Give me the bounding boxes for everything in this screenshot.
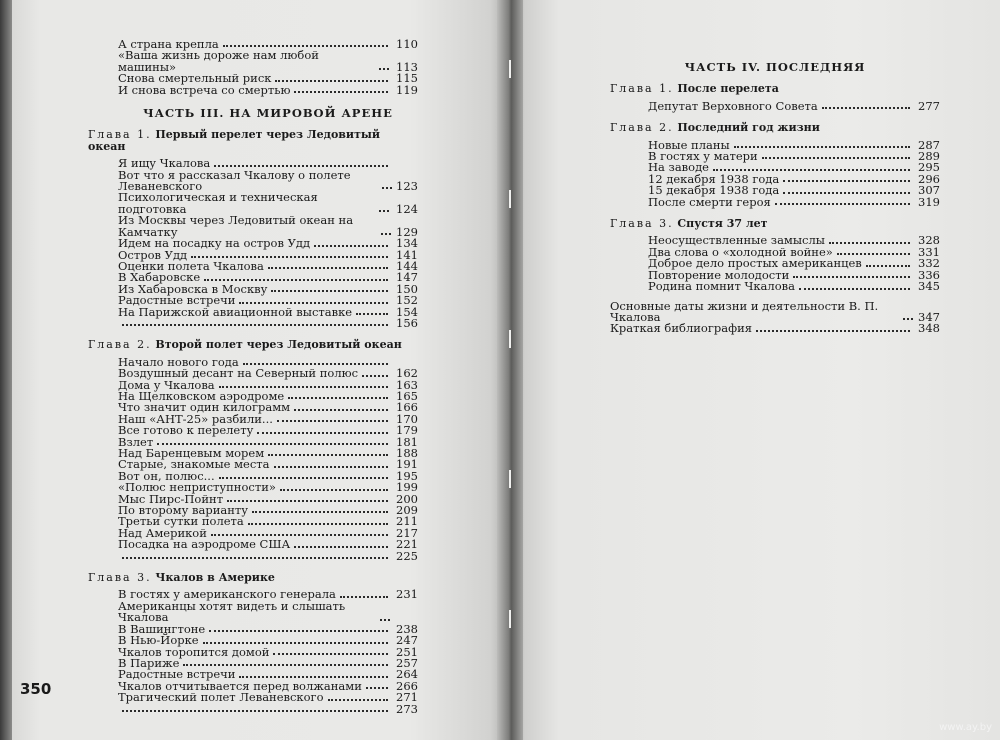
- chapter-heading: [88, 572, 418, 583]
- toc-entry: [118, 425, 418, 436]
- toc-entry-title: В гостях у матери: [648, 149, 758, 164]
- toc-entry-title: Основные даты жизни и деятельности В. П. Чкалова: [610, 298, 879, 324]
- toc-entry-page: 200: [396, 491, 418, 506]
- toc-entry-title: В Нью-Йорке: [118, 633, 199, 648]
- leader-dots: [203, 642, 388, 644]
- toc-entry: [118, 215, 418, 238]
- toc-entry-page: 150: [396, 281, 418, 296]
- leader-dots: [273, 653, 388, 655]
- toc-entry-page: 332: [918, 256, 940, 271]
- binding-stitch: [509, 470, 511, 488]
- book-gutter: [497, 0, 523, 740]
- toc-entry-page: 257: [396, 655, 418, 670]
- toc-entry-title: Трагический полет Леваневского: [118, 690, 324, 705]
- leader-dots: [227, 500, 388, 502]
- leader-dots: [366, 687, 388, 689]
- toc-entry-title: Из Москвы через Ледовитый океан на Камчатку: [118, 213, 354, 239]
- chapter-label: Глава 2.: [610, 121, 674, 135]
- toc-entry-page: 115: [396, 71, 418, 86]
- toc-entry-title: Старые, знакомые места: [118, 457, 270, 472]
- toc-entry-page: 154: [396, 304, 418, 319]
- part-title: ЧАСТЬ III. НА МИРОВОЙ АРЕНЕ: [143, 106, 393, 121]
- toc-entry-title: В Вашингтоне: [118, 621, 206, 636]
- toc-entry: [610, 298, 940, 324]
- toc-entry-page: 152: [396, 293, 418, 308]
- leader-dots: [381, 233, 391, 235]
- leader-dots: [783, 192, 910, 194]
- toc-entry-title: Радостные встречи: [118, 667, 236, 682]
- toc-entry-title: 12 декабря 1938 года: [648, 171, 780, 186]
- toc-entry-title: Идем на посадку на остров Удд: [118, 236, 311, 251]
- leader-dots: [294, 546, 388, 548]
- toc-entry-title: Остров Удд: [118, 247, 188, 262]
- leader-dots: [288, 397, 388, 399]
- chapter-heading: [610, 122, 940, 133]
- toc-entry-title: Краткая библиография: [610, 321, 753, 336]
- toc-entry-page: 110: [396, 37, 418, 51]
- toc-entry-title: Над Баренцевым морем: [118, 446, 265, 460]
- chapter-label: Глава 3.: [88, 571, 152, 585]
- toc-entry-page: 170: [396, 411, 418, 426]
- toc-entry-page: 221: [396, 537, 418, 552]
- toc-entry-title: Вот он, полюс...: [118, 468, 215, 483]
- binding-stitch: [509, 60, 511, 78]
- leader-dots: [275, 80, 388, 82]
- toc-entry: [118, 692, 418, 703]
- chapter-label: Глава 1.: [88, 128, 152, 142]
- toc-entry-page: 124: [396, 201, 418, 216]
- leader-dots: [294, 91, 388, 93]
- toc-entry: [118, 304, 418, 319]
- chapter-heading: [88, 339, 418, 350]
- leader-dots: [157, 443, 388, 445]
- toc-entry-page: 345: [918, 279, 940, 294]
- toc-entry-title: Я ищу Чкалова: [118, 156, 211, 171]
- toc-entry-page: 123: [396, 179, 418, 194]
- toc-entry-page: 166: [396, 400, 418, 415]
- toc-entry-title: Оценки полета Чкалова: [118, 258, 264, 273]
- toc-entry-title: Все готово к перелету: [118, 423, 254, 438]
- leader-dots: [211, 534, 388, 536]
- toc-entry-title: Два слова о «холодной войне»: [648, 244, 833, 259]
- toc-entry-page: 307: [918, 183, 940, 198]
- toc-entry-title: Над Америкой: [118, 525, 207, 540]
- toc-entry-title: Дома у Чкалова: [118, 377, 215, 392]
- toc-entry-title: После смерти героя: [648, 194, 771, 209]
- leader-dots: [340, 596, 388, 598]
- binding-stitch: [509, 610, 511, 628]
- toc-entry: [118, 598, 418, 625]
- toc-entry-page: 119: [396, 82, 418, 97]
- toc-entry-page: 162: [396, 366, 418, 381]
- leader-dots: [380, 619, 390, 621]
- toc-entry-title: Неосуществленные замыслы: [648, 233, 825, 248]
- leader-dots: [866, 265, 910, 267]
- toc-entry-title: «Полюс неприступности»: [118, 480, 276, 495]
- leader-dots: [122, 710, 388, 712]
- toc-entry-title: 15 декабря 1938 года: [648, 183, 780, 198]
- leader-dots: [122, 324, 388, 326]
- chapter-label: Глава 3.: [610, 217, 674, 231]
- toc-entry-page: 165: [396, 388, 418, 403]
- toc-entry-page: 271: [396, 690, 418, 705]
- toc-entry-title: Начало нового года: [118, 354, 239, 369]
- chapter-title: Последний год жизни: [677, 121, 820, 135]
- toc-entry-page: 264: [396, 667, 418, 682]
- leader-dots: [362, 375, 388, 377]
- toc-entry-page: 191: [396, 457, 418, 472]
- leader-dots: [734, 146, 910, 148]
- toc-entry-title: Новые планы: [648, 137, 730, 152]
- toc-entry: [118, 539, 418, 550]
- toc-entry: [118, 315, 418, 330]
- toc-entry-page: 156: [396, 315, 418, 330]
- toc-entry-page: 238: [396, 621, 418, 636]
- toc-entry-title: Чкалов торопится домой: [118, 644, 270, 659]
- toc-entry-page: 336: [918, 267, 940, 282]
- toc-entry-title: А страна крепла: [118, 37, 219, 51]
- toc-entry-title: Психологическая и техническая подготовка: [118, 190, 318, 216]
- leader-dots: [783, 180, 910, 182]
- toc-entry-page: 211: [396, 514, 418, 529]
- toc-entry-page: 141: [396, 247, 418, 262]
- chapter-heading: [610, 83, 940, 94]
- toc-entry-title: На заводе: [648, 160, 709, 175]
- toc-entry-page: 217: [396, 525, 418, 540]
- toc-entry: [118, 167, 418, 194]
- leader-dots: [219, 477, 388, 479]
- leader-dots: [277, 420, 388, 422]
- leader-dots: [204, 279, 388, 281]
- chapter-title: Первый перелет через Ледовитый океан: [88, 128, 381, 153]
- leader-dots: [280, 489, 388, 491]
- toc-entry-page: 251: [396, 644, 418, 659]
- toc-entry-title: Вот что я рассказал Чкалову о полете Леваневского: [118, 167, 351, 194]
- toc-entry-title: Американцы хотят видеть и слышать Чкалова: [118, 598, 346, 625]
- toc-entry-title: Наш «АНТ-25» разбили...: [118, 411, 273, 426]
- leader-dots: [268, 454, 388, 456]
- toc-entry-title: Чкалов отчитывается перед волжанами: [118, 678, 362, 693]
- toc-entry-title: В Хабаровске: [118, 270, 201, 285]
- toc-entry-page: 296: [918, 171, 940, 186]
- toc-entry-title: В гостях у американского генерала: [118, 587, 336, 602]
- part-title: ЧАСТЬ IV. ПОСЛЕДНЯЯ: [684, 60, 866, 74]
- chapter-label: Глава 1.: [610, 82, 674, 96]
- chapter-heading: [88, 129, 418, 152]
- chapter-title: Спустя 37 лет: [677, 217, 768, 231]
- toc-entry-title: Посадка на аэродроме США: [118, 537, 291, 552]
- toc-entry-page: 179: [396, 423, 418, 438]
- leader-dots: [379, 68, 389, 70]
- toc-entry: [610, 323, 940, 334]
- leader-dots: [822, 107, 910, 109]
- leader-dots: [239, 302, 388, 304]
- toc-entry-page: 195: [396, 468, 418, 483]
- toc-entry-page: 289: [918, 149, 940, 164]
- chapter-title: После перелета: [677, 82, 779, 96]
- toc-entry: [610, 98, 940, 113]
- toc-entry-page: 209: [396, 503, 418, 518]
- toc-entry-title: Из Хабаровска в Москву: [118, 281, 268, 296]
- leader-dots: [314, 245, 388, 247]
- book-edge: [0, 0, 12, 740]
- toc-entry-title: Мыс Пирс-Пойнт: [118, 491, 224, 506]
- toc-entry-title: Доброе дело простых американцев: [648, 256, 862, 271]
- leader-dots: [274, 466, 388, 468]
- toc-entry-page: 273: [396, 701, 418, 716]
- toc-entry-page: 266: [396, 678, 418, 693]
- leader-dots: [829, 242, 910, 244]
- toc-entry-title: Взлет: [118, 434, 154, 449]
- toc-entry-page: 247: [396, 633, 418, 648]
- leader-dots: [252, 511, 388, 513]
- toc-entry: [118, 82, 418, 97]
- toc-entry-page: 231: [396, 587, 418, 602]
- watermark: www.ay.by: [939, 722, 992, 733]
- leader-dots: [243, 363, 388, 365]
- toc-entry-page: 287: [918, 137, 940, 152]
- leader-dots: [214, 165, 388, 167]
- toc-entry-page: 199: [396, 480, 418, 495]
- leader-dots: [793, 276, 910, 278]
- toc-entry-page: 113: [396, 59, 418, 74]
- toc-entry: [118, 50, 418, 73]
- toc-entry-page: 295: [918, 160, 940, 175]
- toc-entry-title: В Париже: [118, 655, 180, 670]
- leader-dots: [268, 267, 388, 269]
- toc-entry: [610, 194, 940, 209]
- leader-dots: [799, 288, 910, 290]
- toc-entry-title: Третьи сутки полета: [118, 514, 244, 529]
- leader-dots: [219, 386, 388, 388]
- toc-entry-page: 348: [918, 321, 940, 336]
- toc-entry-page: 319: [918, 194, 940, 209]
- leader-dots: [328, 699, 389, 701]
- toc-entry-title: «Ваша жизнь дороже нам любой машины»: [118, 48, 319, 74]
- toc-entry-title: Депутат Верховного Совета: [648, 98, 818, 113]
- left-table-of-contents: [88, 37, 418, 716]
- toc-entry: [118, 701, 418, 716]
- page-number: 350: [20, 680, 52, 698]
- toc-entry-page: 129: [396, 224, 418, 239]
- leader-dots: [756, 330, 910, 332]
- toc-entry-page: 188: [396, 446, 418, 460]
- toc-entry-title: Радостные встречи: [118, 293, 236, 308]
- toc-entry-title: Повторение молодости: [648, 267, 790, 282]
- leader-dots: [379, 210, 389, 212]
- toc-entry-page: 163: [396, 377, 418, 392]
- toc-entry-page: 147: [396, 270, 418, 285]
- toc-entry-title: На Парижской авиационной выставке: [118, 304, 353, 319]
- toc-entry-page: 225: [396, 548, 418, 563]
- chapter-title: Чкалов в Америке: [155, 571, 275, 585]
- toc-entry-title: Воздушный десант на Северный полюс: [118, 366, 359, 381]
- leader-dots: [122, 557, 388, 559]
- leader-dots: [713, 169, 910, 171]
- toc-entry-page: 277: [918, 98, 940, 113]
- toc-entry-page: 144: [396, 258, 418, 273]
- chapter-title: Второй полет через Ледовитый океан: [155, 338, 402, 352]
- leader-dots: [294, 409, 388, 411]
- toc-entry-title: По второму варианту: [118, 503, 249, 518]
- leader-dots: [762, 157, 910, 159]
- right-table-of-contents: [610, 50, 940, 335]
- toc-entry: [610, 281, 940, 292]
- toc-entry-title: Родина помнит Чкалова: [648, 279, 795, 294]
- leader-dots: [837, 253, 910, 255]
- chapter-heading: [610, 218, 940, 229]
- leader-dots: [248, 523, 388, 525]
- leader-dots: [356, 313, 388, 315]
- chapter-label: Глава 2.: [88, 338, 152, 352]
- leader-dots: [775, 203, 910, 205]
- toc-entry-title: Снова смертельный риск: [118, 71, 272, 86]
- toc-entry-page: 347: [918, 309, 940, 324]
- toc-entry-title: На Щелковском аэродроме: [118, 388, 285, 403]
- leader-dots: [903, 318, 913, 320]
- leader-dots: [183, 664, 388, 666]
- leader-dots: [191, 256, 388, 258]
- binding-stitch: [509, 330, 511, 348]
- toc-entry: [118, 548, 418, 563]
- toc-entry: [118, 192, 418, 215]
- leader-dots: [223, 45, 388, 47]
- toc-entry-title: И снова встреча со смертью: [118, 82, 291, 97]
- leader-dots: [209, 630, 388, 632]
- leader-dots: [239, 676, 388, 678]
- toc-entry-page: 328: [918, 233, 940, 248]
- toc-entry-page: 331: [918, 244, 940, 259]
- leader-dots: [382, 187, 392, 189]
- toc-entry-page: 134: [396, 236, 418, 251]
- leader-dots: [257, 432, 388, 434]
- toc-entry-title: Что значит один килограмм: [118, 400, 291, 415]
- leader-dots: [271, 290, 388, 292]
- toc-entry-page: 181: [396, 434, 418, 449]
- binding-stitch: [509, 190, 511, 208]
